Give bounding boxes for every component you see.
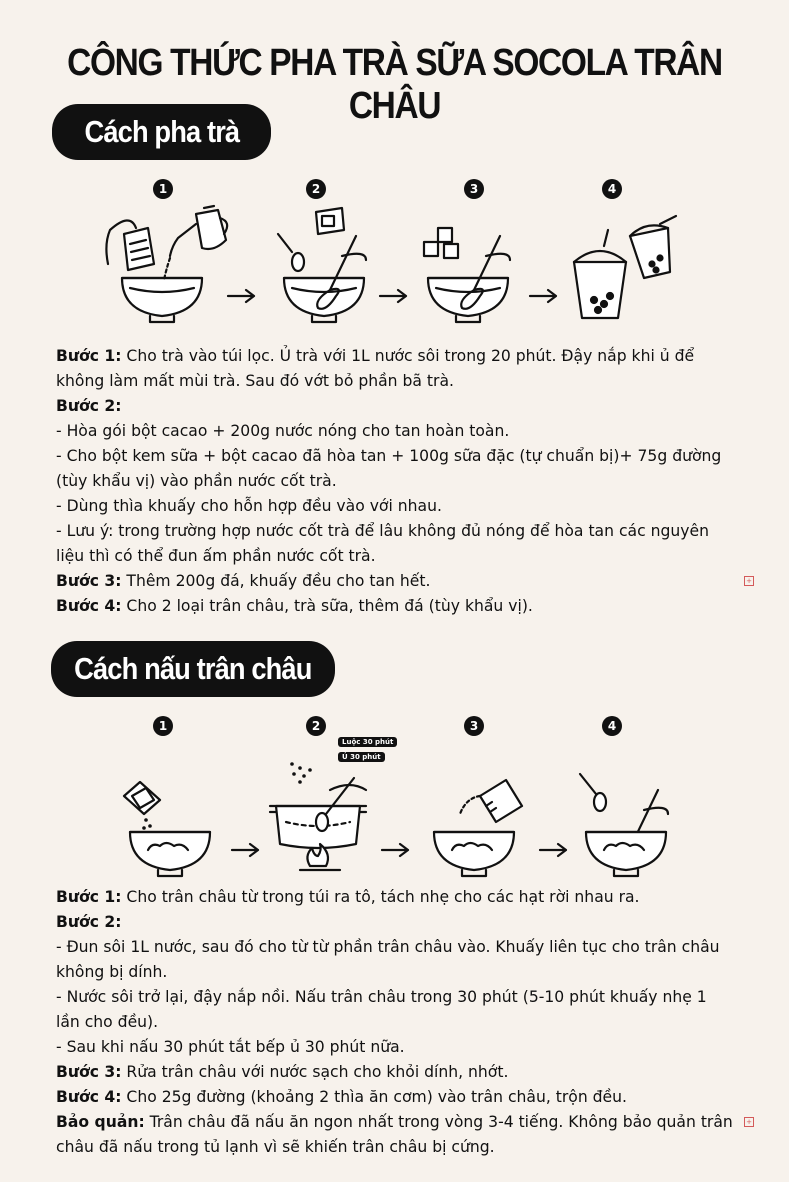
- instruction-line: không bị dính.: [56, 963, 168, 981]
- ice-cube-icon: [424, 228, 458, 258]
- pearl-steps-illustration: [0, 760, 789, 880]
- arrow-icon: [228, 290, 254, 302]
- plus-marker-icon: +: [744, 1117, 754, 1127]
- bubble-tea-cup-icon: [574, 230, 626, 318]
- pearls-icon: [290, 762, 312, 784]
- step-badge-4: 4: [602, 716, 622, 736]
- boil-time-tag: Luộc 30 phút: [338, 737, 397, 747]
- bowl-icon: [434, 832, 514, 876]
- page-title: CÔNG THỨC PHA TRÀ SỮA SOCOLA TRÂN CHÂU: [67, 42, 722, 127]
- instruction-line: - Sau khi nấu 30 phút tắt bếp ủ 30 phút nữa.: [56, 1038, 405, 1056]
- section-heading-tea-label: Cách pha trà: [84, 114, 239, 149]
- instruction-line: Bước 2:: [56, 397, 122, 415]
- plus-marker-icon: +: [744, 576, 754, 586]
- section-heading-pearls: [51, 641, 335, 697]
- measuring-jug-icon: [460, 780, 522, 822]
- step-badge-3: 3: [464, 716, 484, 736]
- tea-bag-icon: [106, 220, 154, 270]
- pearls-icon: [142, 818, 152, 830]
- instruction-line: Bước 4: Cho 2 loại trân châu, trà sữa, thêm đá (tùy khẩu vị).: [56, 597, 533, 615]
- arrow-icon: [540, 844, 566, 856]
- instruction-line: - Đun sôi 1L nước, sau đó cho từ từ phần trân châu vào. Khuấy liên tục cho trân châu: [56, 938, 720, 956]
- arrow-icon: [382, 844, 408, 856]
- spoon-icon: [580, 774, 606, 811]
- bowl-icon: [130, 832, 210, 876]
- spoon-icon: [278, 234, 304, 271]
- tea-steps-illustration: [0, 200, 789, 330]
- step-badge-1: 1: [153, 179, 173, 199]
- instruction-line: (tùy khẩu vị) vào phần nước cốt trà.: [56, 472, 337, 490]
- pearl-instructions: [56, 885, 756, 1160]
- section-heading-tea: [52, 104, 271, 160]
- arrow-icon: [232, 844, 258, 856]
- bowl-icon: [428, 278, 508, 322]
- instruction-line: Bước 2:: [56, 913, 122, 931]
- instruction-line: không làm mất mùi trà. Sau đó vớt bỏ phần bã trà.: [56, 372, 454, 390]
- instruction-line: Bước 1: Cho trà vào túi lọc. Ủ trà với 1L nước sôi trong 20 phút. Đậy nắp khi ủ để: [56, 347, 695, 365]
- bowl-icon: [122, 278, 202, 322]
- instruction-line: Bước 3: Rửa trân châu với nước sạch cho khỏi dính, nhớt.: [56, 1063, 509, 1081]
- step-badge-4: 4: [602, 179, 622, 199]
- tea-instructions: [56, 344, 756, 619]
- instruction-line: - Lưu ý: trong trường hợp nước cốt trà để lâu không đủ nóng để hòa tan các nguyên: [56, 522, 709, 540]
- arrow-icon: [530, 290, 556, 302]
- step-badge-3: 3: [464, 179, 484, 199]
- step-badge-2: 2: [306, 716, 326, 736]
- bowl-icon: [284, 278, 364, 322]
- pearl-bag-icon: [124, 782, 160, 814]
- bubble-tea-cup-icon: [630, 216, 676, 278]
- instruction-line: Bước 1: Cho trân châu từ trong túi ra tô, tách nhẹ cho các hạt rời nhau ra.: [56, 888, 640, 906]
- instruction-line: Bảo quản: Trân châu đã nấu ăn ngon nhất trong vòng 3-4 tiếng. Không bảo quản trân: [56, 1113, 733, 1131]
- rest-time-tag: Ủ 30 phút: [338, 752, 385, 762]
- powder-box-icon: [316, 208, 344, 234]
- step-badge-2: 2: [306, 179, 326, 199]
- arrow-icon: [380, 290, 406, 302]
- bowl-icon: [586, 832, 666, 876]
- section-heading-pearls-label: Cách nấu trân châu: [74, 651, 312, 686]
- instruction-line: liệu thì có thể đun ấm phần nước cốt trà.: [56, 547, 376, 565]
- instruction-line: - Nước sôi trở lại, đậy nắp nồi. Nấu trân châu trong 30 phút (5-10 phút khuấy nhẹ 1: [56, 988, 707, 1006]
- instruction-line: Bước 4: Cho 25g đường (khoảng 2 thìa ăn cơm) vào trân châu, trộn đều.: [56, 1088, 627, 1106]
- instruction-line: châu đã nấu trong tủ lạnh vì sẽ khiến trân châu bị cứng.: [56, 1138, 495, 1156]
- instruction-line: Bước 3: Thêm 200g đá, khuấy đều cho tan hết.: [56, 572, 431, 590]
- instruction-line: lần cho đều).: [56, 1013, 159, 1031]
- instruction-line: - Cho bột kem sữa + bột cacao đã hòa tan + 100g sữa đặc (tự chuẩn bị)+ 75g đường: [56, 447, 722, 465]
- kettle-icon: [170, 206, 227, 256]
- instruction-line: - Hòa gói bột cacao + 200g nước nóng cho tan hoàn toàn.: [56, 422, 510, 440]
- instruction-line: - Dùng thìa khuấy cho hỗn hợp đều vào với nhau.: [56, 497, 442, 515]
- step-badge-1: 1: [153, 716, 173, 736]
